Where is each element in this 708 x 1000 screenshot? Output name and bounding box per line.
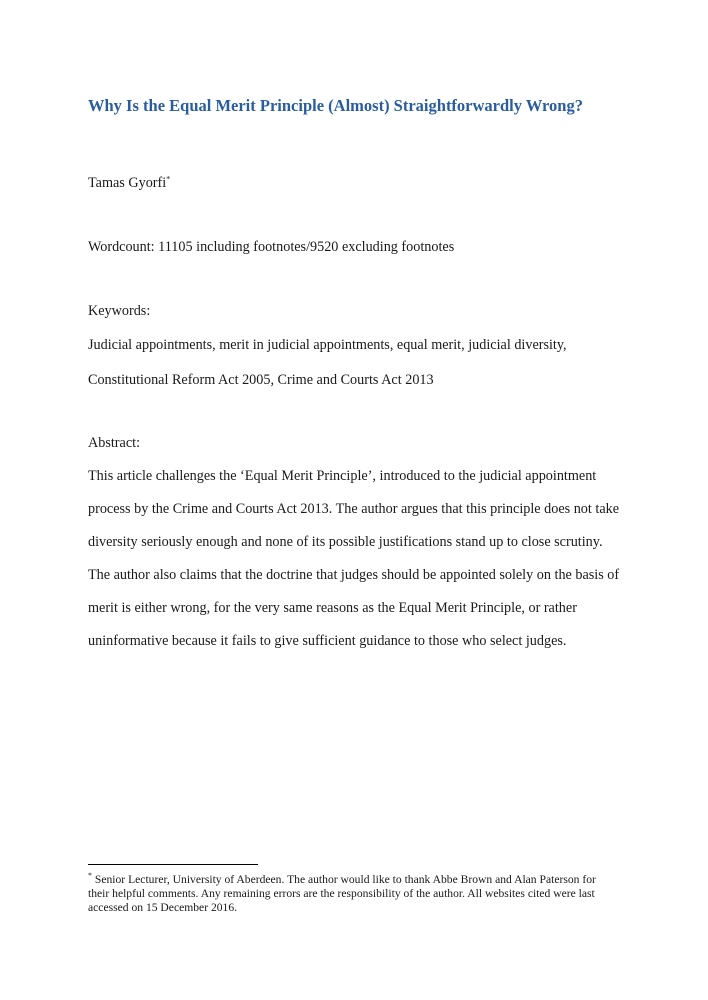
footnote-line: accessed on 15 December 2016.	[88, 901, 238, 914]
footnote-separator	[88, 864, 258, 865]
keywords-heading: Keywords:	[88, 303, 151, 319]
abstract-line: uninformative because it fails to give sufficient guidance to those who select judges.	[88, 633, 567, 649]
keywords-line: Constitutional Reform Act 2005, Crime and Courts Act 2013	[88, 372, 434, 388]
abstract-heading: Abstract:	[88, 435, 141, 451]
footnote-line: * Senior Lecturer, University of Aberdeen. The author would like to thank Abbe Brown and Alan Paterson for	[88, 871, 596, 886]
author-note-mark: *	[166, 174, 171, 184]
author-name: Tamas Gyorfi	[88, 175, 167, 191]
abstract-line: process by the Crime and Courts Act 2013. The author argues that this principle does not take	[88, 501, 620, 517]
footnote-line: their helpful comments. Any remaining errors are the responsibility of the author. All websites cited were last	[88, 887, 595, 900]
abstract-line: merit is either wrong, for the very same reasons as the Equal Merit Principle, or rather	[88, 600, 577, 616]
footnote	[88, 873, 623, 915]
abstract-line: diversity seriously enough and none of its possible justifications stand up to close scrutiny.	[88, 534, 603, 550]
paper-title: Why Is the Equal Merit Principle (Almost) Straightforwardly Wrong?	[88, 96, 583, 115]
abstract-line: This article challenges the ‘Equal Merit Principle’, introduced to the judicial appointment	[88, 468, 597, 484]
wordcount: Wordcount: 11105 including footnotes/9520 excluding footnotes	[88, 239, 455, 255]
author-line	[88, 173, 170, 193]
keywords-line: Judicial appointments, merit in judicial appointments, equal merit, judicial diversity,	[88, 337, 567, 353]
abstract-line: The author also claims that the doctrine that judges should be appointed solely on the basis of	[88, 567, 620, 583]
footnote-mark: *	[88, 871, 92, 881]
